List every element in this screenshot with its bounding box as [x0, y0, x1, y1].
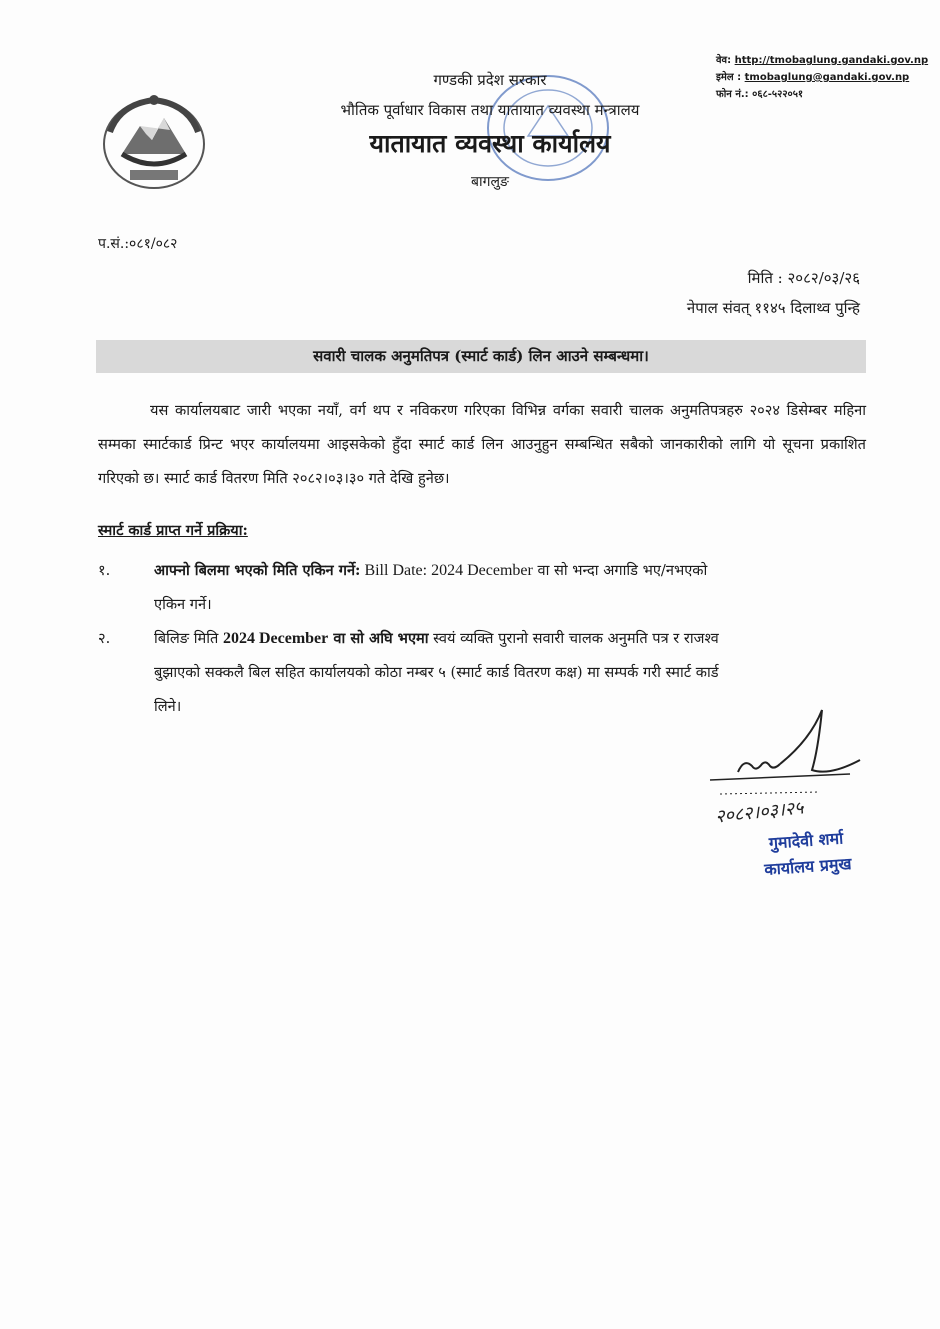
- item-pre: बिलिङ मिति: [154, 630, 223, 647]
- office-location: बागलुङ: [471, 174, 509, 190]
- phone-number: ०६८-५२२०५१: [752, 89, 804, 100]
- item-text: [154, 554, 707, 622]
- subject-bar: सवारी चालक अनुमतिपत्र (स्मार्ट कार्ड) लिन आउने सम्बन्धमा।: [96, 340, 866, 373]
- item-rest: वा सो भन्दा अगाडि भए/नभएको: [532, 562, 708, 579]
- procedure-heading: स्मार्ट कार्ड प्राप्त गर्ने प्रक्रिया:: [98, 522, 248, 539]
- reference-number: प.सं.:०८१/०८२: [98, 236, 178, 252]
- item-bold: वा सो अघि भएमा: [328, 630, 429, 647]
- item-continuation: एकिन गर्ने।: [154, 596, 212, 613]
- item-text: [154, 622, 719, 724]
- handwritten-date: २०८२।०३।२५: [714, 797, 805, 828]
- phone-label: फोन नं.:: [716, 89, 749, 100]
- item-rest: स्वयं व्यक्ति पुरानो सवारी चालक अनुमति पत्र र राजश्व: [428, 630, 719, 647]
- gov-line: गण्डकी प्रदेश सरकार: [433, 71, 547, 89]
- item-bold-date: 2024 December: [222, 630, 329, 647]
- procedure-item: [98, 554, 868, 624]
- website-link[interactable]: http://tmobaglung.gandaki.gov.np: [734, 55, 929, 66]
- web-label: वेव:: [716, 55, 732, 66]
- body-paragraph: यस कार्यालयबाट जारी भएका नयाँ, वर्ग थप र नविकरण गरिएका विभिन्न वर्गका सवारी चालक अनुमतिपत्रहरु २०२४ डिसेम्बर महिना सम्मका स्मार्टकार्ड प्रिन्ट भएर कार्यालयमा आइसकेको हुँदा स्मार्ट कार्ड लिन आउनुहुन सम्बन्धित सबैको जानकारीको लागि यो सूचना प्रकाशित गरिएको छ। स्मार्ट कार्ड वितरण मिति २०८२।०३।३० गते देखि हुनेछ।: [98, 402, 866, 487]
- signatory-title: कार्यालय प्रमुख: [763, 853, 853, 879]
- ministry-line: भौतिक पूर्वाधार विकास तथा यातायात व्यवस्था मन्त्रालय: [340, 101, 640, 119]
- date-line: मिति : २०८२/०३/२६: [747, 269, 860, 287]
- item-number: १.: [98, 562, 111, 579]
- email-link[interactable]: tmobaglung@gandaki.gov.np: [744, 72, 910, 83]
- signatory-stamp: [740, 824, 873, 885]
- item-bill-date: Bill Date: 2024 December: [360, 562, 533, 579]
- signatory-name: गुमादेवी शर्मा: [768, 828, 844, 853]
- item-continuation: बुझाएको सक्कलै बिल सहित कार्यालयको कोठा नम्बर ५ (स्मार्ट कार्ड वितरण कक्ष) मा सम्पर्क गरी स्मार्ट कार्ड: [154, 664, 719, 681]
- email-label: इमेल :: [716, 72, 742, 83]
- nepal-sambat-date: नेपाल संवत् ११४५ दिलाथ्व पुन्हि: [686, 299, 860, 317]
- item-number: २.: [98, 630, 111, 647]
- office-title: यातायात व्यवस्था कार्यालय: [369, 129, 611, 158]
- item-bold: आफ्नो बिलमा भएको मिति एकिन गर्ने:: [154, 562, 361, 579]
- item-continuation-2: लिने।: [154, 698, 182, 715]
